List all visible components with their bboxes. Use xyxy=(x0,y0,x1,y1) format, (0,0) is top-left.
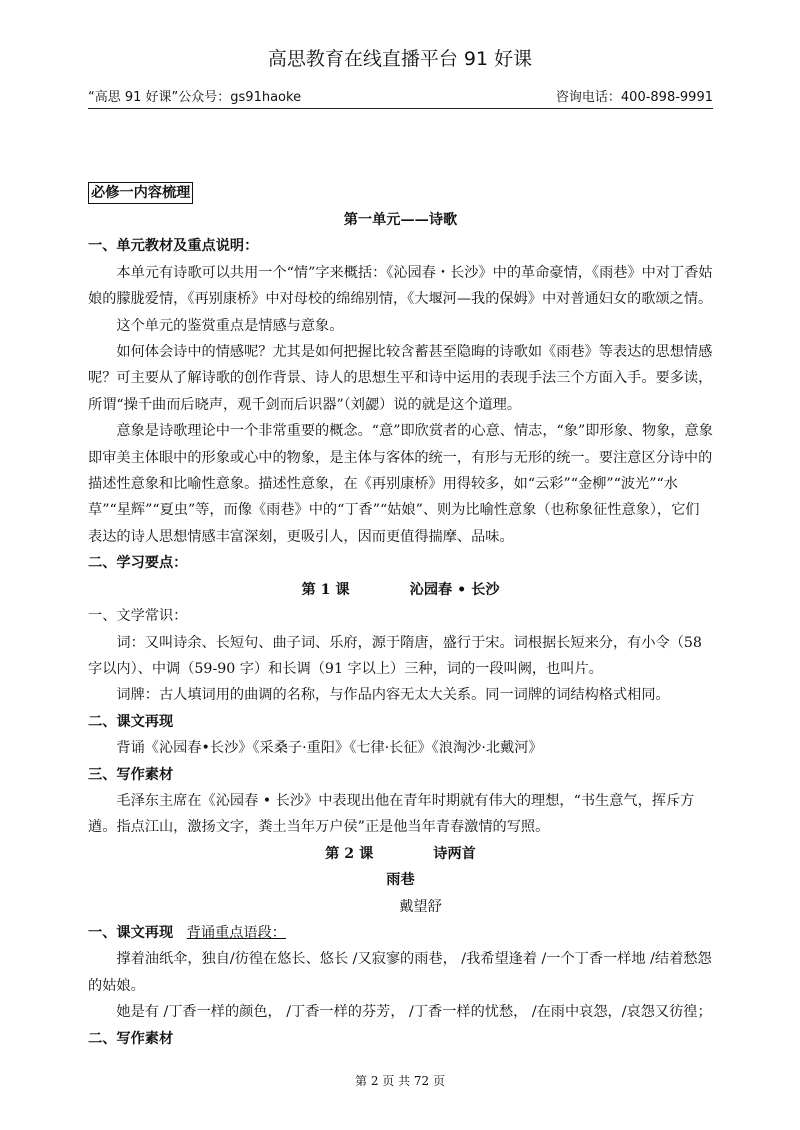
lesson-1-name: 沁园春 • 长沙 xyxy=(409,581,500,598)
paragraph-imagery: 意象是诗歌理论中一个非常重要的概念。“意”即欣赏者的心意、情志，“象”即形象、物象，意象即审美主体眼中的形象或心中的物象，是主体与客体的统一，有形与无形的统一。要注意区分诗中的描述性意象和比喻性意象。描述性意象，在《再别康桥》用得较多，如“云彩”“金柳”“波光”“水草”“星辉”“夏虫”等，而像《雨巷》中的“丁香”“姑娘”、则为比喻性意象（也称象征性意象），它们表达的诗人思想情感丰富深刻，更吸引人，因而更值得揣摩、品味。 xyxy=(88,423,713,545)
lesson-2-name: 诗两首 xyxy=(433,845,476,862)
paragraph-key-point: 这个单元的鉴赏重点是情感与意象。 xyxy=(116,317,344,334)
header-info-row xyxy=(88,86,713,106)
heading-writing-material-1: 三、写作素材 xyxy=(88,766,174,783)
paragraph-ci-definition: 词：又叫诗余、长短句、曲子词、乐府，源于隋唐，盛行于宋。词根据长短来分，有小令（58 字以内）、中调（59-90 字）和长调（91 字以上）三种，词的一段叫阙，也叫片。 xyxy=(88,634,702,677)
heading-text-recitation-2-label: 一、课文再现 xyxy=(88,924,174,941)
heading-writing-material-2: 二、写作素材 xyxy=(88,1030,174,1047)
paragraph-unit-emotion: 本单元有诗歌可以共用一个“情”字来概括：《沁园春・长沙》中的革命豪情，《雨巷》中对丁香姑娘的朦胧爱情，《再别康桥》中对母校的绵绵别情，《大堰河—我的保姆》中对普通妇女的歌颂之情。 xyxy=(88,264,713,308)
paragraph-mao-material: 毛泽东主席在《沁园春 • 长沙》中表现出他在青年时期就有伟大的理想，“书生意气，挥斥方遒。指点江山，激扬文字，粪土当年万户侯”正是他当年青春激情的写照。 xyxy=(88,792,695,836)
poem-title: 雨巷 xyxy=(386,872,415,889)
paragraph-cipai: 词牌：古人填词用的曲调的名称，与作品内容无太大关系。同一词牌的词结构格式相同。 xyxy=(116,687,670,704)
poem-stanza-1: 撑着油纸伞，独自/彷徨在悠长、悠长 /又寂寥的雨巷， /我希望逢着 /一个丁香一样地 /结着愁怨的姑娘。 xyxy=(88,951,712,994)
heading-literary-knowledge: 一、文学常识： xyxy=(88,608,188,625)
heading-text-recitation-2 xyxy=(88,920,713,946)
lesson-2-title xyxy=(88,841,713,867)
page-number: 第 2 页 共 72 页 xyxy=(355,1074,445,1088)
header-wechat-account: “高思 91 好课”公众号：gs91haoke xyxy=(88,90,302,105)
lesson-2-number: 第 2 课 xyxy=(325,845,374,862)
section-box-title: 必修一内容梳理 xyxy=(88,182,193,204)
header-divider xyxy=(88,108,713,109)
paragraph-how-to-feel: 如何体会诗中的情感呢？尤其是如何把握比较含蓄甚至隐晦的诗歌如《雨巷》等表达的思想情感呢？可主要从了解诗歌的创作背景、诗人的思想生平和诗中运用的表现手法三个方面入手。要多读，所谓“操千曲而后晓声，观千剑而后识器”（刘勰）说的就是这个道理。 xyxy=(88,344,713,413)
poem-stanza-2: 她是有 /丁香一样的颜色， /丁香一样的芬芳， /丁香一样的忧愁， /在雨中哀怨，/哀怨又彷徨； xyxy=(116,1004,712,1021)
header-phone: 咨询电话：400-898-9991 xyxy=(555,90,713,105)
poem-author: 戴望舒 xyxy=(399,898,442,915)
heading-study-points: 二、学习要点： xyxy=(88,555,188,572)
paragraph-recitation-list: 背诵《沁园春•长沙》《采桑子·重阳》《七律·长征》《浪淘沙·北戴河》 xyxy=(116,740,543,757)
header-title: 高思教育在线直播平台 91 好课 xyxy=(267,48,533,70)
lesson-1-number: 第 1 课 xyxy=(301,581,350,598)
heading-unit-intro: 一、单元教材及重点说明： xyxy=(88,238,259,255)
heading-text-recitation-1: 二、课文再现 xyxy=(88,713,174,730)
unit-title: 第一单元——诗歌 xyxy=(343,212,458,228)
lesson-1-title xyxy=(88,577,713,603)
recitation-note: 背诵重点语段： xyxy=(186,924,286,941)
document-body xyxy=(88,180,713,1052)
